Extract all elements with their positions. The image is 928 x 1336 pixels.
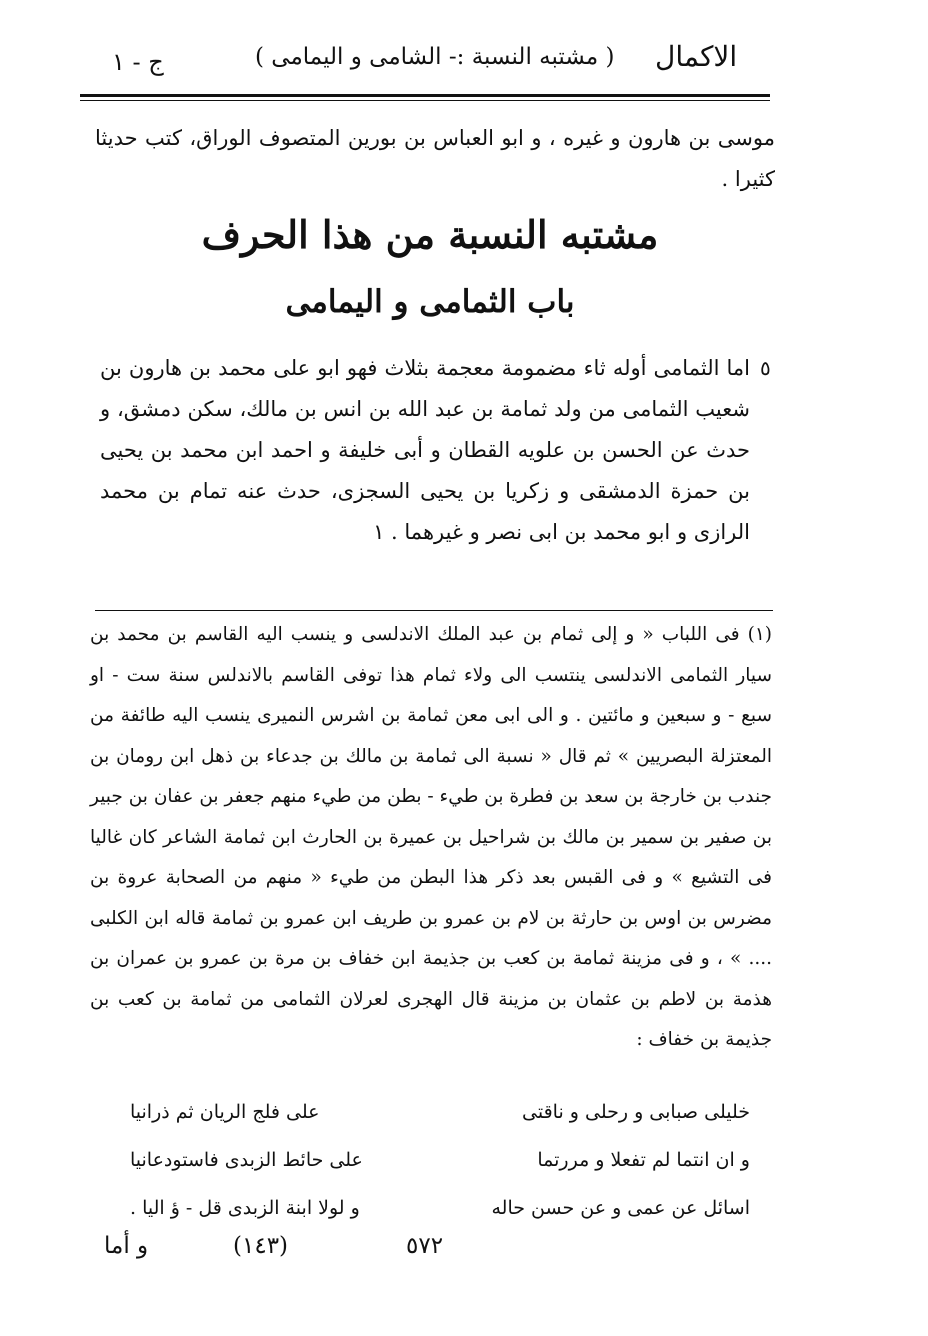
header-rule: [80, 94, 770, 97]
poem-first-hemistich: اسائل عن عمى و عن حسن حاله: [491, 1197, 750, 1219]
main-paragraph: اما الثمامى أوله ثاء مضمومة معجمة بثلاث فهو ابو على محمد بن هارون بن شعيب الثمامى من ولد ثمامة بن عبد الله بن انس بن مالك، سكن دمشق، و حدث عن الحسن بن علويه القطان و أبى خليفة و احمد ابن محمد بن يحيى بن حمزة الدمشقى و زكريا بن يحيى السجزى، حدث عنه تمام بن محمد الرازى و ابو محمد بن ابى نصر و غيرهما . ١: [100, 356, 750, 544]
poem: [130, 1088, 750, 1232]
footnote-rule: [95, 610, 773, 611]
header-rule-thin: [80, 100, 770, 101]
poem-first-hemistich: و ان انتما لم تفعلا و مررتما: [537, 1149, 750, 1171]
poem-second-hemistich: على فلج الريان ثم ذرانيا: [130, 1101, 320, 1123]
running-title: ( مشتبه النسبة :- الشامى و اليمامى ): [255, 44, 615, 70]
line-number: ٥: [760, 356, 771, 380]
poem-verse: [130, 1136, 750, 1184]
poem-verse: [130, 1088, 750, 1136]
poem-first-hemistich: خليلى صبابى و رحلى و ناقتى: [522, 1101, 750, 1123]
poem-second-hemistich: و لولا ابنة الزبدى قل - ؤ اليا .: [130, 1197, 360, 1219]
continuation-paragraph: موسى بن هارون و غيره ، و ابو العباس بن بورين المتصوف الوراق، كتب حديثا كثيرا .: [95, 126, 775, 191]
signature-mark: (١٤٣): [233, 1233, 289, 1259]
book-title: الاكمال: [655, 40, 738, 73]
volume-label: ج - ١: [112, 48, 164, 76]
section-title: مشتبه النسبة من هذا الحرف: [201, 212, 659, 257]
poem-verse: [130, 1184, 750, 1232]
footnote: (١) فى اللباب « و إلى ثمام بن عبد الملك الاندلسى و ينسب اليه القاسم بن محمد بن سيار الثمامى الاندلسى ينتسب الى ولاء ثمام هذا توفى القاسم بالاندلس سنة ست - او سبع - و سبعين و مائتين . و الى ابى معن ثمامة بن اشرس النميرى ينسب اليه طائفة من المعتزلة البصريين » ثم قال « نسبة الى ثمامة بن مالك بن جدعاء بن ذهل ابن رومان بن جندب بن خارجة بن سعد بن فطرة بن طيء - بطن من طيء منهم جعفر بن عفان بن جبير بن صفير بن سمير بن مالك بن شراحيل بن عميرة بن الحارث ابن ثمامة الشاعر كان غاليا فى التشيع » و فى القبس بعد ذكر هذا البطن من طيء « منهم من الصحابة عروة بن مضرس بن اوس بن حارثة بن لام بن عمرو بن طريف ابن عمرو بن ثمامة قاله ابن الكلبى .... » ، و فى مزينة ثمامة بن كعب بن جذيمة ابن خفاف بن مرة بن عمرو بن عمران بن هذمة بن لاطم بن عثمان بن مزينة قال الهجرى لعرلان الثمامى من ثمامة بن كعب بن جذيمة بن خفاف :: [90, 624, 772, 1050]
catchword: و أما: [104, 1233, 149, 1259]
poem-second-hemistich: على حائط الزبدى فاستودعانيا: [130, 1149, 363, 1171]
page-number: ٥٧٢: [406, 1233, 444, 1259]
chapter-title: باب الثمامى و اليمامى: [285, 284, 575, 320]
